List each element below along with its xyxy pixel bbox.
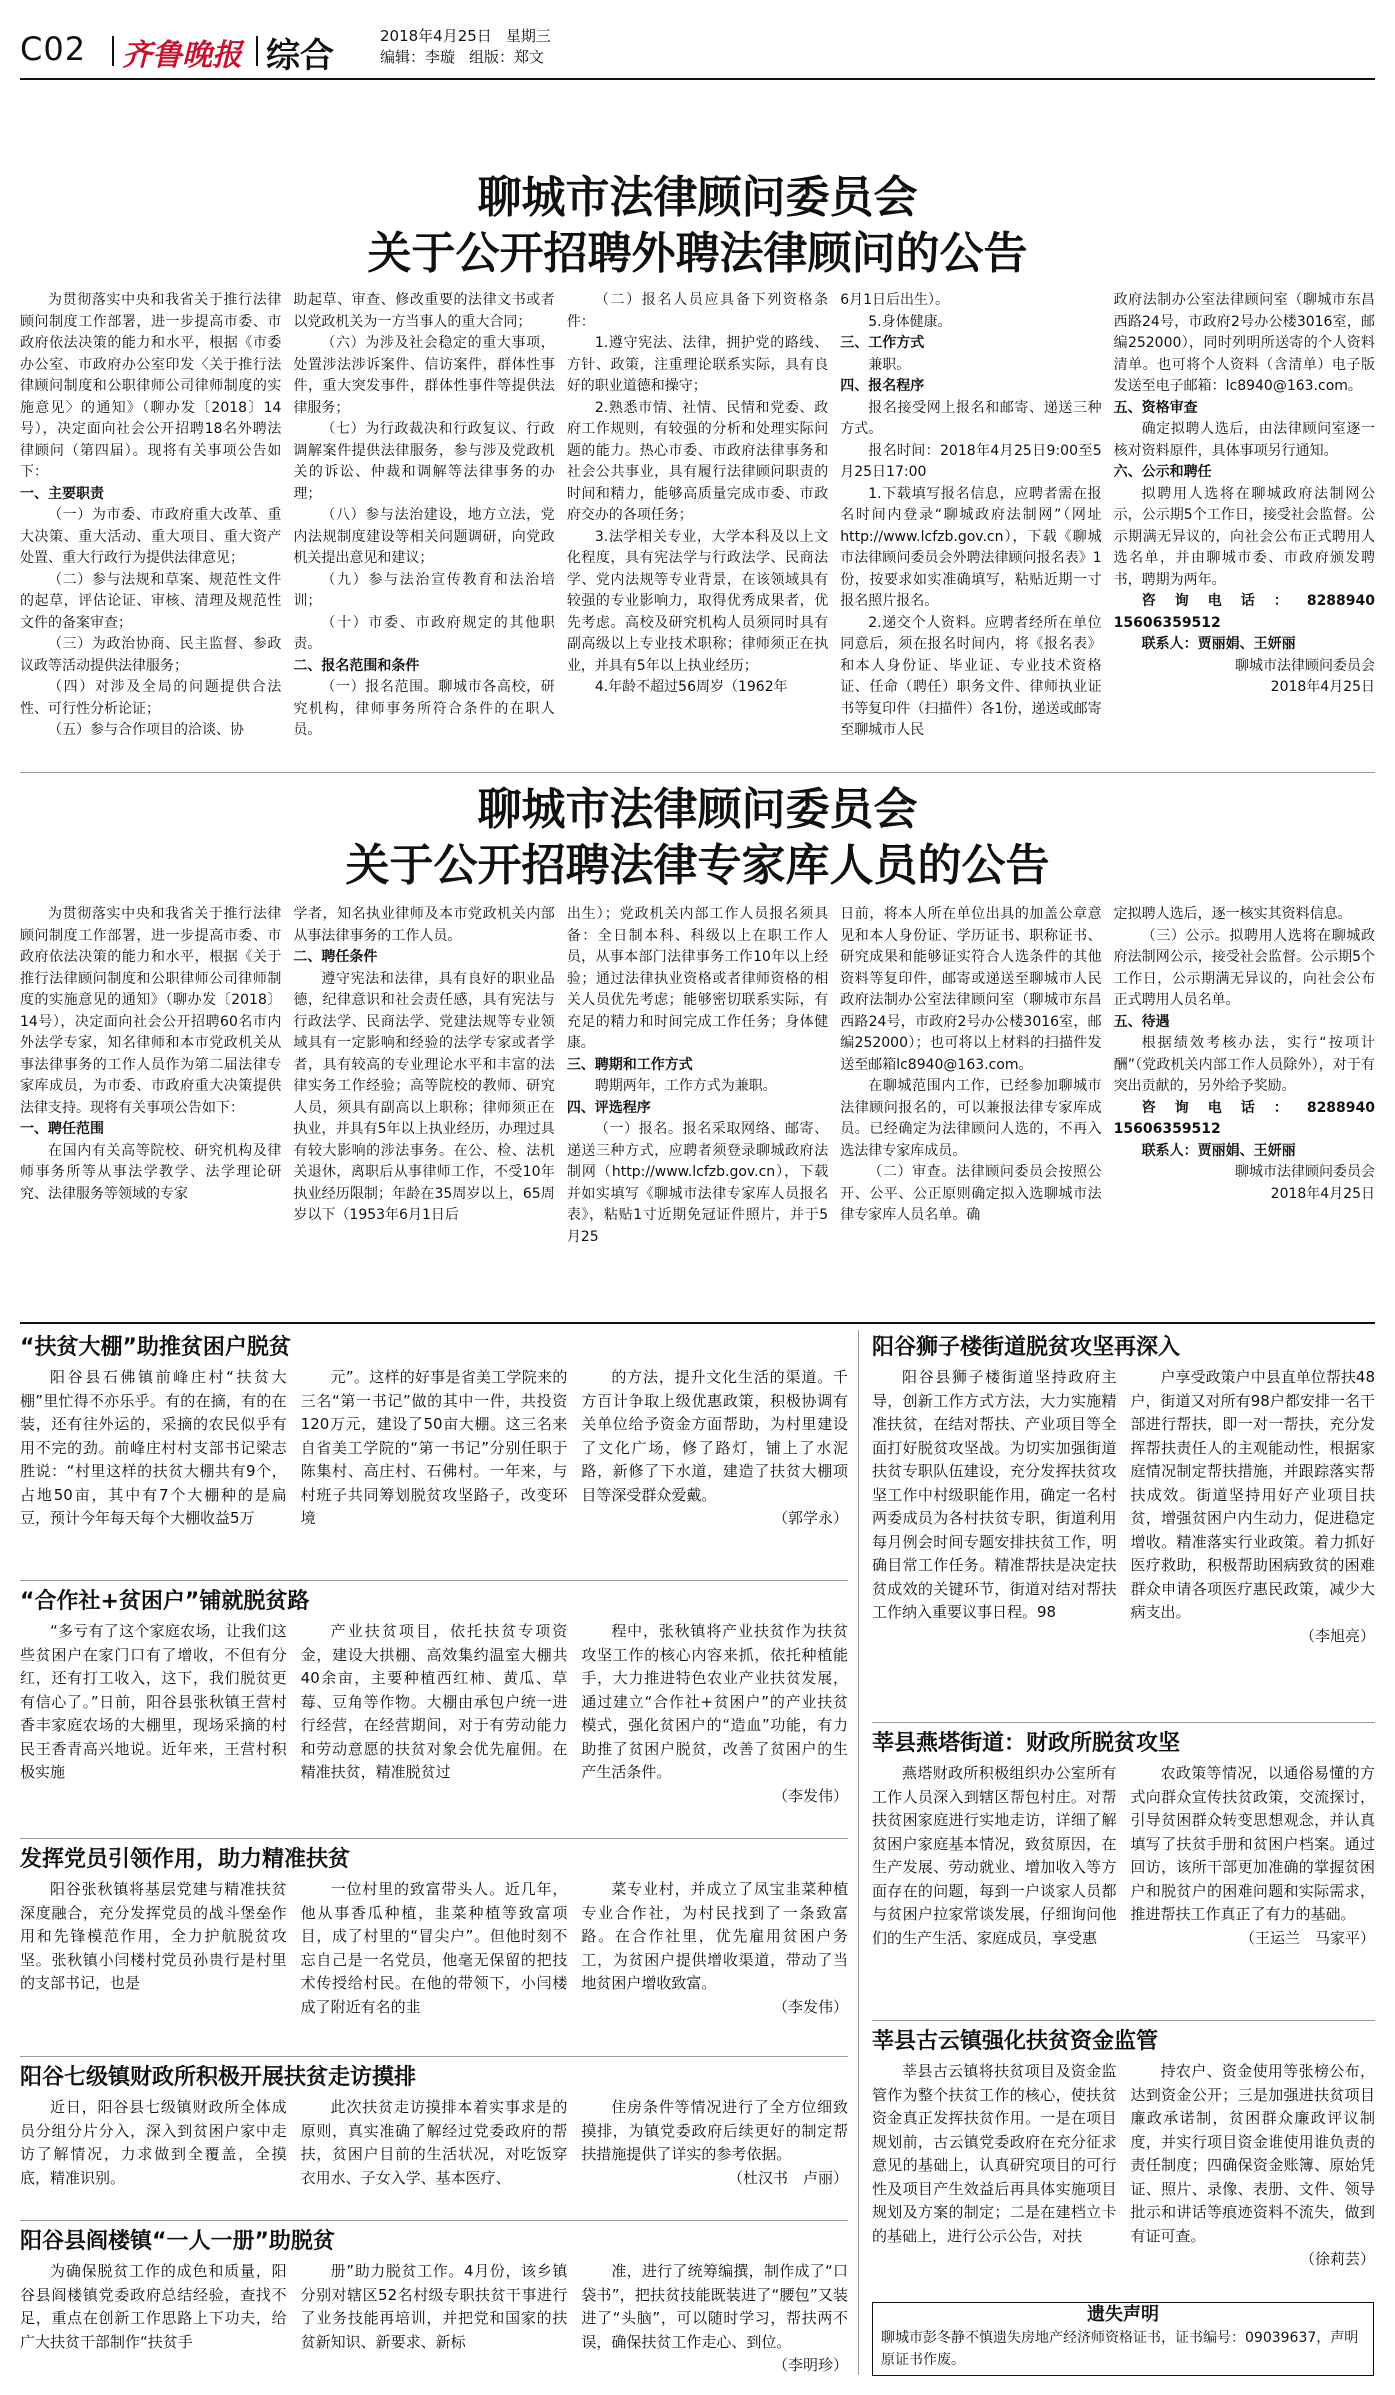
paragraph: （六）为涉及社会稳定的重大事项，处置涉法涉诉案件、信访案件，群体性事件，重大突发事件，群体性事件等提供法律服务； <box>293 335 555 416</box>
byline: （杜汉书 卢丽） <box>728 2168 849 2187</box>
paragraph: “多亏有了这个家庭农场，让我们这些贫困户在家门口有了增收，不但有分红，还有打工收入，这下，我们脱贫更有信心了。”日前，阳谷县张秋镇王营村香丰家庭农场的大棚里，现场采摘的村民王香青高兴地说。近年来，王营村积极实施 <box>20 1622 287 1781</box>
paragraph: 学者，知名执业律师及本市党政机关内部从事法律事务的工作人员。 <box>293 906 555 944</box>
paragraph: 近日，阳谷县七级镇财政所全体成员分组分片分入，深入到贫困户家中走访了解情况，力求做到全覆盖，全摸底，精准识别。 <box>20 2098 287 2187</box>
paragraph: 元”。这样的好事是省美工学院来的三名“第一书记”做的其中一件，共投资120万元，建设了50亩大棚。这三名来自省美工学院的“第一书记”分别任职于陈集村、高庄村、石佛村。一年来，与村班子共同筹划脱贫攻坚路子，改变环境 <box>300 1368 568 1527</box>
section-heading: 五、待遇 <box>1113 1013 1170 1030</box>
paragraph: 拟聘用人选将在聊城政府法制网公示，公示期5个工作日，接受社会监督。公示期满无异议的，向社会公布正式聘用人选名单，并由聊城市委、市政府颁发聘书，聘期为两年。 <box>1113 485 1376 588</box>
article-body <box>20 1878 848 2050</box>
byline: （王运兰 马家平） <box>1239 1928 1375 1947</box>
paragraph: 1.下载填写报名信息，应聘者需在报名时间内登录“聊城政府法制网”（网址http://www.lcfzb.gov.cn），下载《聊城市法律顾问委员会外聘法律顾问报名表》1份，按要求如实准确填写，粘贴近期一寸报名照片报名。 <box>840 485 1102 609</box>
article-body <box>20 2096 848 2214</box>
paragraph: 4.年龄不超过56周岁（1962年 <box>594 679 788 695</box>
paragraph: 2.递交个人资料。应聘者经所在单位同意后，须在报名时间内，将《报名表》和本人身份证、毕业证、专业技术资格证、任命（聘任）职务文件、律师执业证书等复印件（扫描件）各1份，递送或邮寄至聊城市人民 <box>840 614 1102 738</box>
lost-notice-title: 遗失声明 <box>1087 2304 1159 2325</box>
paragraph: 2.熟悉市情、社情、民情和党委、政府工作规则，有较强的分析和处理实际问题的能力。热心市委、市政府法律事务和社会公共事业，具有履行法律顾问职责的时间和精力，能够高质量完成市委、市政府交办的各项任务； <box>566 399 829 523</box>
paragraph: 政府法制办公室法律顾问室（聊城市东昌西路24号，市政府2号办公楼3016室，邮编252000），同时列明所送寄的个人资料清单。也可将个人资料（含清单）电子版发送至电子邮箱：lc8940@163.com。 <box>1113 292 1376 394</box>
paragraph: 聘期两年，工作方式为兼职。 <box>594 1078 777 1094</box>
section-rule <box>20 1322 1375 1324</box>
notice1-body <box>20 290 1375 762</box>
paragraph: （二）审查。法律顾问委员会按照公开、公平、公正原则确定拟入选聊城市法律专家库人员名单。确 <box>840 1164 1102 1223</box>
paragraph: （八）参与法治建设，地方立法，党内法规制度建设等相关问题调研，向党政机关提出意见和建议； <box>293 507 555 566</box>
article-title: 莘县古云镇强化扶贫资金监管 <box>872 2029 1159 2054</box>
byline: （李旭亮） <box>1299 1626 1375 1645</box>
contact-phone: 咨询电话：8288940 15606359512 <box>1113 593 1376 631</box>
paragraph: （十）市委、市政府规定的其他职责。 <box>293 614 555 652</box>
paragraph: 在国内有关高等院校、研究机构及律师事务所等从事法学教学、法学理论研究、法律服务等领域的专家 <box>20 1142 282 1202</box>
editor-credit: 编辑：李璇 <box>380 48 456 66</box>
paragraph: 的方法，提升文化生活的渠道。千方百计争取上级优惠政策，积极协调有关单位给予资金方面帮助，为村里建设了文化广场，修了路灯，铺上了水泥路，新修了下水道，建造了扶贫大棚项目等深受群众爱戴。 <box>581 1368 849 1504</box>
paragraph: 为贯彻落实中央和我省关于推行法律顾问制度工作部署，进一步提高市委、市政府依法决策的能力和水平，根据《市委办公室、市政府办公室印发〈关于推行法律顾问制度和公职律师公司律师制度的实施意见〉的通知》（聊办发〔2018〕14号），决定面向社会公开招聘18名外聘法律顾问（第四届）。现将有关事项公告如下： <box>20 292 282 480</box>
notice2-col1 <box>20 904 281 1312</box>
issue-weekday: 星期三 <box>505 27 551 45</box>
section-heading: 三、工作方式 <box>840 335 925 351</box>
contact-phone: 咨询电话：8288940 15606359512 <box>1113 1099 1376 1137</box>
section-heading: 四、报名程序 <box>840 378 925 394</box>
lost-notice-text: 聊城市彭冬静不慎遗失房地产经济师资格证书，证书编号：09039637，声明原证书作废。 <box>881 2330 1359 2368</box>
paragraph: 阳谷张秋镇将基层党建与精准扶贫深度融合，充分发挥党员的战斗堡垒作用和先锋模范作用，全力护航脱贫攻坚。张秋镇小闫楼村党员孙贵行是村里的支部书记，也是 <box>20 1880 287 1992</box>
article-title: 发挥党员引领作用，助力精准扶贫 <box>20 1847 351 1872</box>
paragraph: 燕塔财政所积极组织办公室所有工作人员深入到辖区帮包村庄。对帮扶贫困家庭进行实地走访，详细了解贫困户家庭基本情况，致贫原因，在生产发展、劳动就业、增加收入等方面存在的问题，每到一户谈家人员都与贫困户拉家常谈发展，仔细询问他们的生产生活、家庭成员，享受惠 <box>872 1764 1117 1947</box>
paragraph: 住房条件等情况进行了全方位细致摸排，为镇党委政府后续更好的制定帮扶措施提供了详实的参考依据。 <box>581 2098 849 2163</box>
paragraph: （一）为市委、市政府重大改革、重大决策、重大活动、重大项目、重大资产处置、重大行政行为提供法律意见； <box>20 507 282 566</box>
paragraph: （四）对涉及全局的问题提供合法性、可行性分析论证； <box>20 679 282 717</box>
notice2-col5 <box>1114 904 1375 1312</box>
article-body <box>872 2060 1375 2296</box>
byline: （李明珍） <box>773 2356 849 2374</box>
article-title: “合作社+贫困户”铺就脱贫路 <box>20 1589 310 1614</box>
paragraph: 日前，将本人所在单位出具的加盖公章意见和本人身份证、学历证书、职称证书、研究成果和能够证实符合人选条件的其他资料等复印件，邮寄或递送至聊城市人民政府法制办公室法律顾问室（聊城市东昌西路24号，市政府2号办公楼3016室，邮编252000）；也可将以上材料的扫描件发送至邮箱lc8940@163.com。 <box>840 906 1102 1073</box>
header-rule <box>20 78 1375 80</box>
layout-credit: 组版：郑文 <box>469 48 545 66</box>
divider <box>872 2020 1375 2021</box>
notice1-col2 <box>293 290 554 762</box>
paragraph: 一位村里的致富带头人。近几年，他从事香瓜种植，韭菜种植等致富项目，成了村里的“冒尖户”。但他时刻不忘自己是一名党员，他毫无保留的把技术传授给村民。在他的带领下，小闫楼成了附近有名的韭 <box>300 1880 568 2016</box>
paragraph: 根据绩效考核办法，实行“按项计酬”（党政机关内部工作人员除外），对于有突出贡献的，另外给予奖励。 <box>1113 1035 1376 1094</box>
paragraph: （二）报名人员应具备下列资格条件： <box>566 292 829 330</box>
header-divider <box>112 36 114 66</box>
paragraph: 报名时间：2018年4月25日9:00至5月25日17:00 <box>840 442 1102 480</box>
paragraph: 在聊城范围内工作，已经参加聊城市法律顾问报名的，可以兼报法律专家库成员。已经确定为法律顾问人选的，不再入选法律专家库成员。 <box>840 1078 1102 1159</box>
paragraph: 报名接受网上报名和邮寄、递送三种方式。 <box>840 399 1102 437</box>
byline: （郭学永） <box>773 1509 849 1527</box>
article-body <box>20 2260 848 2380</box>
article-title: 阳谷县阎楼镇“一人一册”助脱贫 <box>20 2229 335 2254</box>
paragraph: 农政策等情况，以通俗易懂的方式向群众宣传扶贫政策，交流探讨，引导贫困群众转变思想观念，并认真填写了扶贫手册和贫困户档案。通过回访，该所干部更加准确的掌握贫困户和脱贫户的困难问题和实际需求，推进帮扶工作真正了有力的基础。 <box>1130 1764 1375 1923</box>
notice2-col2 <box>293 904 554 1312</box>
header-meta <box>380 26 565 68</box>
contact-person: 联系人：贾丽娟、王妍丽 <box>1141 636 1296 652</box>
notice1-title-line1: 聊城市法律顾问委员会 <box>477 172 918 223</box>
paragraph: （一）报名。报名采取网络、邮寄、递送三种方式，应聘者须登录聊城政府法制网（http://www.lcfzb.gov.cn），下载并如实填写《聊城市法律专家库人员报名表》，粘贴1寸近期免冠证件照片，并于5月25 <box>566 1121 829 1245</box>
notice2-title-line2: 关于公开招聘法律专家库人员的公告 <box>345 840 1050 891</box>
paragraph: （七）为行政裁决和行政复议、行政调解案件提供法律服务，参与涉及党政机关的诉讼、仲裁和调解等法律事务的办理； <box>293 421 555 502</box>
paragraph: 为确保脱贫工作的成色和质量，阳谷县阎楼镇党委政府总结经验，查找不足，重点在创新工作思路上下功夫，给广大扶贫干部制作“扶贫手 <box>20 2262 287 2351</box>
notice2-col3 <box>567 904 828 1312</box>
issue-date: 2018年4月25日 <box>380 27 492 45</box>
paragraph: 兼职。 <box>868 356 911 373</box>
article-title: 莘县燕塔街道：财政所脱贫攻坚 <box>872 1731 1181 1756</box>
notice2-col4 <box>840 904 1101 1312</box>
signature-date: 2018年4月25日 <box>1270 679 1376 695</box>
section-title: 综合 <box>266 36 334 76</box>
notice1-col5 <box>1114 290 1375 762</box>
notice1-col1 <box>20 290 281 762</box>
article-body <box>20 1620 848 1832</box>
paragraph: 持农户、资金使用等张榜公布，达到资金公开；三是加强进扶贫项目廉政承诺制，贫困群众廉政评议制度，并实行项目资金谁使用谁负责的责任制度；四确保资金账簿、原始凭证、照片、录像、表册、文件、领导批示和讲话等痕迹资料不流失，做到有证可查。 <box>1130 2062 1375 2245</box>
paragraph: 册”助力脱贫工作。4月份，该乡镇分别对辖区52名村级专职扶贫干事进行了业务技能再培训，并把党和国家的扶贫新知识、新要求、新标 <box>300 2262 568 2351</box>
section-heading: 三、聘期和工作方式 <box>566 1056 693 1073</box>
divider <box>20 1838 848 1839</box>
section-heading: 六、公示和聘任 <box>1113 464 1212 480</box>
paragraph: 莘县古云镇将扶贫项目及资金监管作为整个扶贫工作的核心，使扶贫资金真正发挥扶贫作用。一是在项目规划前，古云镇党委政府在充分征求意见的基础上，认真研究项目的可行性及项目产生效益后再具体实施项目规划及方案的制定；二是在建档立卡的基础上，进行公示公告，对扶 <box>872 2062 1117 2245</box>
paragraph: 6月1日后出生）。 <box>840 292 950 308</box>
article-body <box>872 1366 1375 1716</box>
divider <box>872 1722 1375 1723</box>
signature-org: 聊城市法律顾问委员会 <box>1235 657 1376 674</box>
paragraph: 助起草、审查、修改重要的法律文书或者以党政机关为一方当事人的重大合同； <box>293 292 555 330</box>
section-heading: 五、资格审查 <box>1113 399 1198 416</box>
paragraph: 确定拟聘人选后，由法律顾问室逐一核对资料原件，具体事项另行通知。 <box>1113 421 1376 459</box>
article-body <box>20 1366 848 1574</box>
paragraph: （三）为政治协商、民主监督、参政议政等活动提供法律服务； <box>20 636 282 674</box>
byline: （李发伟） <box>773 1997 849 2016</box>
section-heading: 四、评选程序 <box>566 1099 651 1116</box>
article-title: 阳谷狮子楼街道脱贫攻坚再深入 <box>872 1335 1181 1360</box>
paragraph: 为贯彻落实中央和我省关于推行法律顾问制度工作部署，进一步提高市委、市政府依法决策的能力和水平，根据《关于推行法律顾问制度和公职律师公司律师制度的实施意见的通知》（聊办发〔2018〕14号），决定面向社会公开招聘60名市内外法学专家，知名律师和本市党政机关从事法律事务的工作人员作为第二届法律专家库成员，为市委、市政府重大决策提供法律支持。现将有关事项公告如下： <box>20 906 282 1116</box>
section-heading: 一、主要职责 <box>20 485 104 502</box>
paragraph: 定拟聘人选后，逐一核实其资料信息。 <box>1113 906 1352 922</box>
paragraph: 菜专业村，并成立了凤宝韭菜种植专业合作社，为村民找到了一条致富路。在合作社里，优先雇用贫困户务工，为贫困户提供增收渠道，带动了当地贫困户增收致富。 <box>581 1880 849 1992</box>
divider <box>20 2220 848 2221</box>
paragraph: 出生）；党政机关内部工作人员报名须具备：全日制本科、科级以上在职工作人员，从事本部门法律事务工作10年以上经验；通过法律执业资格或者律师资格的相关人员优先考虑；能够密切联系实际，有充足的精力和时间完成工作任务；身体健康。 <box>566 906 829 1051</box>
section-heading: 二、报名范围和条件 <box>293 657 420 674</box>
article-title: “扶贫大棚”助推贫困户脱贫 <box>20 1335 291 1360</box>
notice1-title-line2: 关于公开招聘外聘法律顾问的公告 <box>367 228 1028 279</box>
paragraph: 3.法学相关专业，大学本科及以上文化程度，具有宪法学与行政法学、民商法学、党内法规等专业背景，在该领域具有较强的专业影响力，取得优秀成果者，优先考虑。高校及研究机构人员须同时具有副高级以上专业技术职称；律师须正在执业，并具有5年以上执业经历； <box>566 528 829 674</box>
notice2-title-line1: 聊城市法律顾问委员会 <box>477 784 918 835</box>
lost-notice <box>872 2302 1374 2376</box>
divider <box>20 2056 848 2057</box>
paragraph: 阳谷县狮子楼街道坚持政府主导，创新工作方式方法，大力实施精准扶贫，在结对帮扶、产业项目等全面打好脱贫攻坚战。为切实加强街道扶贫专职队伍建设，充分发挥扶贫攻坚工作中村级职能作用，确定一名村两委成员为各村扶贫专职，街道利用每月例会时间专题安排扶贫工作，明确目常工作任务。精准帮扶是决定扶贫成效的关键环节，街道对结对帮扶工作纳入重要议事日程。98 <box>872 1368 1117 1621</box>
paragraph: 准，进行了统筹编撰，制作成了“口袋书”，把扶贫技能既装进了“腰包”又装进了“头脑”，可以随时学习，帮扶两不误，确保扶贫工作走心、到位。 <box>581 2262 849 2351</box>
signature-org: 聊城市法律顾问委员会 <box>1235 1164 1376 1180</box>
paragraph: 5.身体健康。 <box>868 313 952 330</box>
paragraph: 1.遵守宪法、法律，拥护党的路线、方针、政策，注重理论联系实际，具有良好的职业道德和操守； <box>566 335 829 394</box>
section-heading: 二、聘任条件 <box>293 949 378 965</box>
notice1-col3 <box>567 290 828 762</box>
byline: （徐莉芸） <box>1299 2250 1375 2268</box>
paragraph: 阳谷县石佛镇前峰庄村“扶贫大棚”里忙得不亦乐乎。有的在摘，有的在装，还有往外运的，采摘的农民似乎有用不完的劲。前峰庄村村支部书记梁志胜说：“村里这样的扶贫大棚共有9个，占地50亩，其中有7个大棚种的是扁豆，预计今年每天每个大棚收益5万 <box>20 1368 287 1527</box>
paragraph: （九）参与法治宣传教育和法治培训； <box>293 571 555 609</box>
paragraph: 程中，张秋镇将产业扶贫作为扶贫攻坚工作的核心内容来抓，依托种植能手，大力推进特色农业产业扶贫发展，通过建立“合作社+贫困户”的产业扶贫模式，强化贫困户的“造血”功能，有力助推了贫困户脱贫，改善了贫困户的生产生活条件。 <box>581 1622 849 1781</box>
page-code: C02 <box>20 30 87 68</box>
byline: （李发伟） <box>773 1786 849 1805</box>
section-heading: 一、聘任范围 <box>20 1121 104 1137</box>
contact-person: 联系人：贾丽娟、王妍丽 <box>1141 1142 1296 1159</box>
paragraph: 此次扶贫走访摸排本着实事求是的原则，真实准确了解经过党委政府的帮扶，贫困户目前的生活状况，对吃饭穿衣用水、子女入学、基本医疗、 <box>300 2098 568 2187</box>
divider <box>20 1580 848 1581</box>
paragraph: （三）公示。拟聘用人选将在聊城政府法制网公示，接受社会监督。公示期5个工作日，公示期满无异议的，向社会公布正式聘用人员名单。 <box>1113 927 1376 1008</box>
notice1-col4 <box>840 290 1101 762</box>
paragraph: 遵守宪法和法律，具有良好的职业品德，纪律意识和社会责任感，具有宪法与行政法学、民商法学、党建法规等专业领域具有一定影响和经验的法学专家或者学者，具有较高的专业理论水平和丰富的法律实务工作经验；高等院校的教师、研究人员，须具有副高以上职称；律师须正在执业，并具有5年以上执业经历，办理过具有较大影响的涉法事务。在公、检、法机关退休，离职后从事律师工作，不受10年执业经历限制；年龄在35周岁以上，65周岁以下（1953年6月1日后 <box>293 970 555 1223</box>
paragraph: （一）报名范围。聊城市各高校，研究机构，律师事务所符合条件的在职人员。 <box>293 679 555 738</box>
divider <box>20 772 1375 773</box>
article-body <box>872 1762 1375 2014</box>
column-divider <box>858 1330 859 2375</box>
paragraph: （二）参与法规和草案、规范性文件的起草，评估论证、审核、清理及规范性文件的备案审查； <box>20 571 282 631</box>
notice2-body <box>20 904 1375 1312</box>
paragraph: 产业扶贫项目，依托扶贫专项资金，建设大拱棚、高效集约温室大棚共40余亩，主要种植西红柿、黄瓜、草莓、豆角等作物。大棚由承包户统一进行经营，在经营期间，对于有劳动能力和劳动意愿的扶贫对象会优先雇佣。在精准扶贫，精准脱贫过 <box>300 1622 568 1781</box>
newspaper-logo: 齐鲁晚报 <box>122 38 242 73</box>
article-title: 阳谷七级镇财政所积极开展扶贫走访摸排 <box>20 2065 417 2090</box>
paragraph: 户享受政策户中县直单位帮扶48户，街道又对所有98户都安排一名干部进行帮扶，即一对一帮扶，充分发挥帮扶责任人的主观能动性，根据家庭情况制定帮扶措施，并跟踪落实帮扶成效。街道坚持用好产业项目扶贫，增强贫困户内生动力，促进稳定增收。精准落实行业政策。着力抓好医疗救助，积极帮助困病致贫的困难群众申请各项医疗惠民政策，减少大病支出。 <box>1130 1368 1375 1621</box>
signature-date: 2018年4月25日 <box>1270 1185 1376 1202</box>
paragraph: （五）参与合作项目的洽谈、协 <box>48 722 244 738</box>
header-divider <box>256 36 258 66</box>
